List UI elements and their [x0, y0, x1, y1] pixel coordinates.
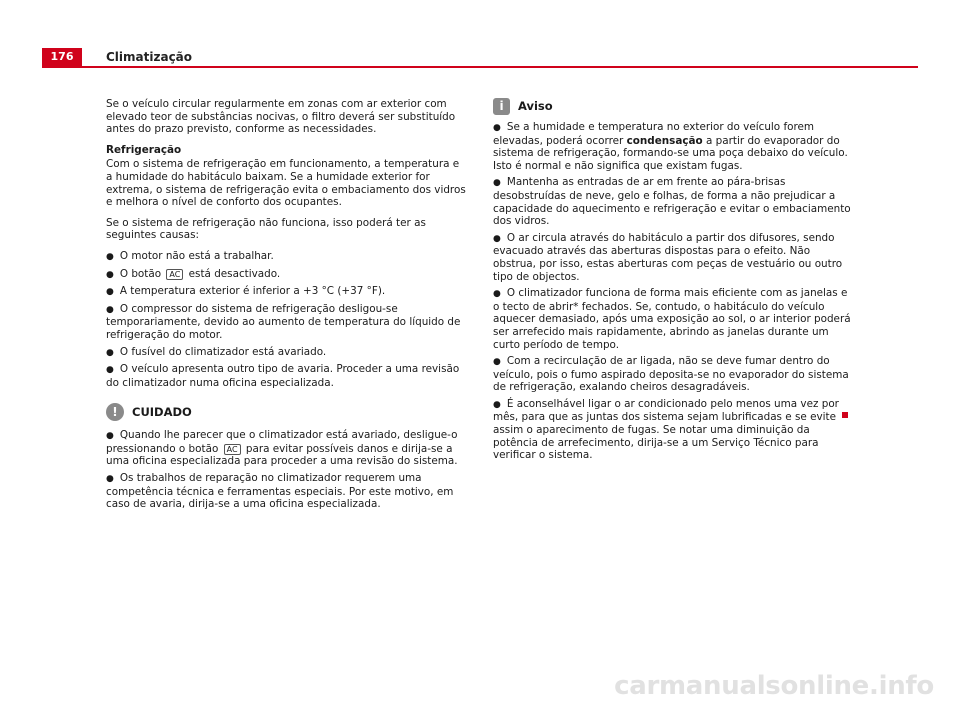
intro-paragraph: Se o veículo circular regularmente em zonas com ar exterior com elevado teor de substâncias nocivas, o filtro deverá ser substituído antes do prazo previsto, conforme as necessidades. [106, 98, 456, 136]
page-number: 176 [42, 48, 82, 66]
right-column [493, 98, 851, 466]
condensation-term: condensação [626, 134, 703, 147]
refrigeration-heading: Refrigeração [106, 143, 182, 156]
watermark: carmanualsonline.info [614, 671, 934, 701]
bullet-icon: ● [493, 178, 501, 189]
caution-icon: ! [106, 403, 124, 421]
bullet-icon: ● [493, 289, 501, 300]
info-icon: i [493, 98, 510, 115]
cause-item: ● O botão AC está desactivado. [106, 267, 281, 280]
bullet-icon: ● [106, 269, 114, 280]
caution-header [106, 403, 466, 421]
cause-item: ● O compressor do sistema de refrigeração desligou-se temporariamente, devido ao aumento de temperatura do líquido de refrigeração do motor. [106, 302, 461, 341]
ac-button-icon: AC [166, 269, 183, 280]
left-column [106, 98, 466, 515]
bullet-icon: ● [493, 357, 501, 368]
notice-header [493, 98, 851, 115]
notice-item: ● O climatizador funciona de forma mais eficiente com as janelas e o tecto de abrir* fechados. Se, contudo, o habitáculo do veículo aquecer demasiado, após uma exposição ao sol, o ar interior poderá ser arrefecido mais rapidamente, abrindo as janelas durante um curto período de tempo. [493, 287, 851, 351]
bullet-icon: ● [493, 399, 501, 410]
cause-item: ● O fusível do climatizador está avariado. [106, 345, 327, 358]
bullet-icon: ● [106, 304, 114, 315]
bullet-icon: ● [106, 347, 114, 358]
notice-item: ● Se a humidade e temperatura no exterior do veículo forem elevadas, poderá ocorrer condensação a partir do evaporador do sistema de refrigeração, formando-se uma poça debaixo do veículo. Isto é normal e não significa que existam fugas. [493, 121, 848, 172]
bullet-icon: ● [106, 474, 114, 485]
bullet-icon: ● [106, 431, 114, 442]
bullet-icon: ● [493, 123, 501, 133]
bullet-icon: ● [106, 251, 114, 262]
bullet-icon: ● [106, 287, 114, 298]
notice-item: ● É aconselhável ligar o ar condicionado pelo menos uma vez por mês, para que as juntas dos sistema sejam lubrificadas e se evite assim o aparecimento de fugas. Se notar uma diminuição da potência de arrefecimento, dirija-se a um Serviço Técnico para verificar o sistema. [493, 397, 839, 462]
refrigeration-paragraph: Com o sistema de refrigeração em funcionamento, a temperatura e a humidade do habitáculo baixam. Se a humidade exterior for extrema, o sistema de refrigeração evita o embaciamento dos vidros e melhora o nível de conforto dos ocupantes. [106, 158, 466, 209]
cause-item: ● O veículo apresenta outro tipo de avaria. Proceder a uma revisão do climatizador numa oficina especializada. [106, 363, 460, 389]
notice-item: ● O ar circula através do habitáculo a partir dos difusores, sendo evacuado através das aberturas dispostas para o efeito. Não obstrua, por isso, estas aberturas com peças de vestuário ou outro tipo de objectos. [493, 231, 843, 283]
caution-item: ● Quando lhe parecer que o climatizador está avariado, desligue-o pressionando o botão AC para evitar possíveis danos e dirija-se a uma oficina especializada para proceder a uma revisão do sistema. [106, 429, 458, 468]
ac-button-icon: AC [224, 444, 241, 455]
header-rule [42, 66, 918, 68]
notice-label: Aviso [518, 99, 553, 114]
caution-item: ● Os trabalhos de reparação no climatizador requerem uma competência técnica e ferramentas especiais. Por este motivo, em caso de avaria, dirija-se a uma oficina especializada. [106, 472, 454, 511]
end-of-section-marker [842, 412, 848, 418]
cause-item: ● O motor não está a trabalhar. [106, 249, 274, 262]
cause-item: ● A temperatura exterior é inferior a +3 °C (+37 °F). [106, 285, 386, 298]
bullet-icon: ● [493, 233, 501, 244]
page-title: Climatização [106, 50, 193, 64]
caution-label: CUIDADO [132, 404, 192, 419]
notice-item: ● Mantenha as entradas de ar em frente ao pára-brisas desobstruídas de neve, gelo e folhas, de forma a não prejudicar a capacidade do aquecimento e refrigeração e evitar o embaciamento dos vidros. [493, 176, 851, 228]
notice-item: ● Com a recirculação de ar ligada, não se deve fumar dentro do veículo, pois o fumo aspirado deposita-se no evaporador do sistema de refrigeração, exalando cheiros desagradáveis. [493, 355, 849, 394]
causes-intro: Se o sistema de refrigeração não funciona, isso poderá ter as seguintes causas: [106, 216, 426, 242]
bullet-icon: ● [106, 365, 114, 376]
